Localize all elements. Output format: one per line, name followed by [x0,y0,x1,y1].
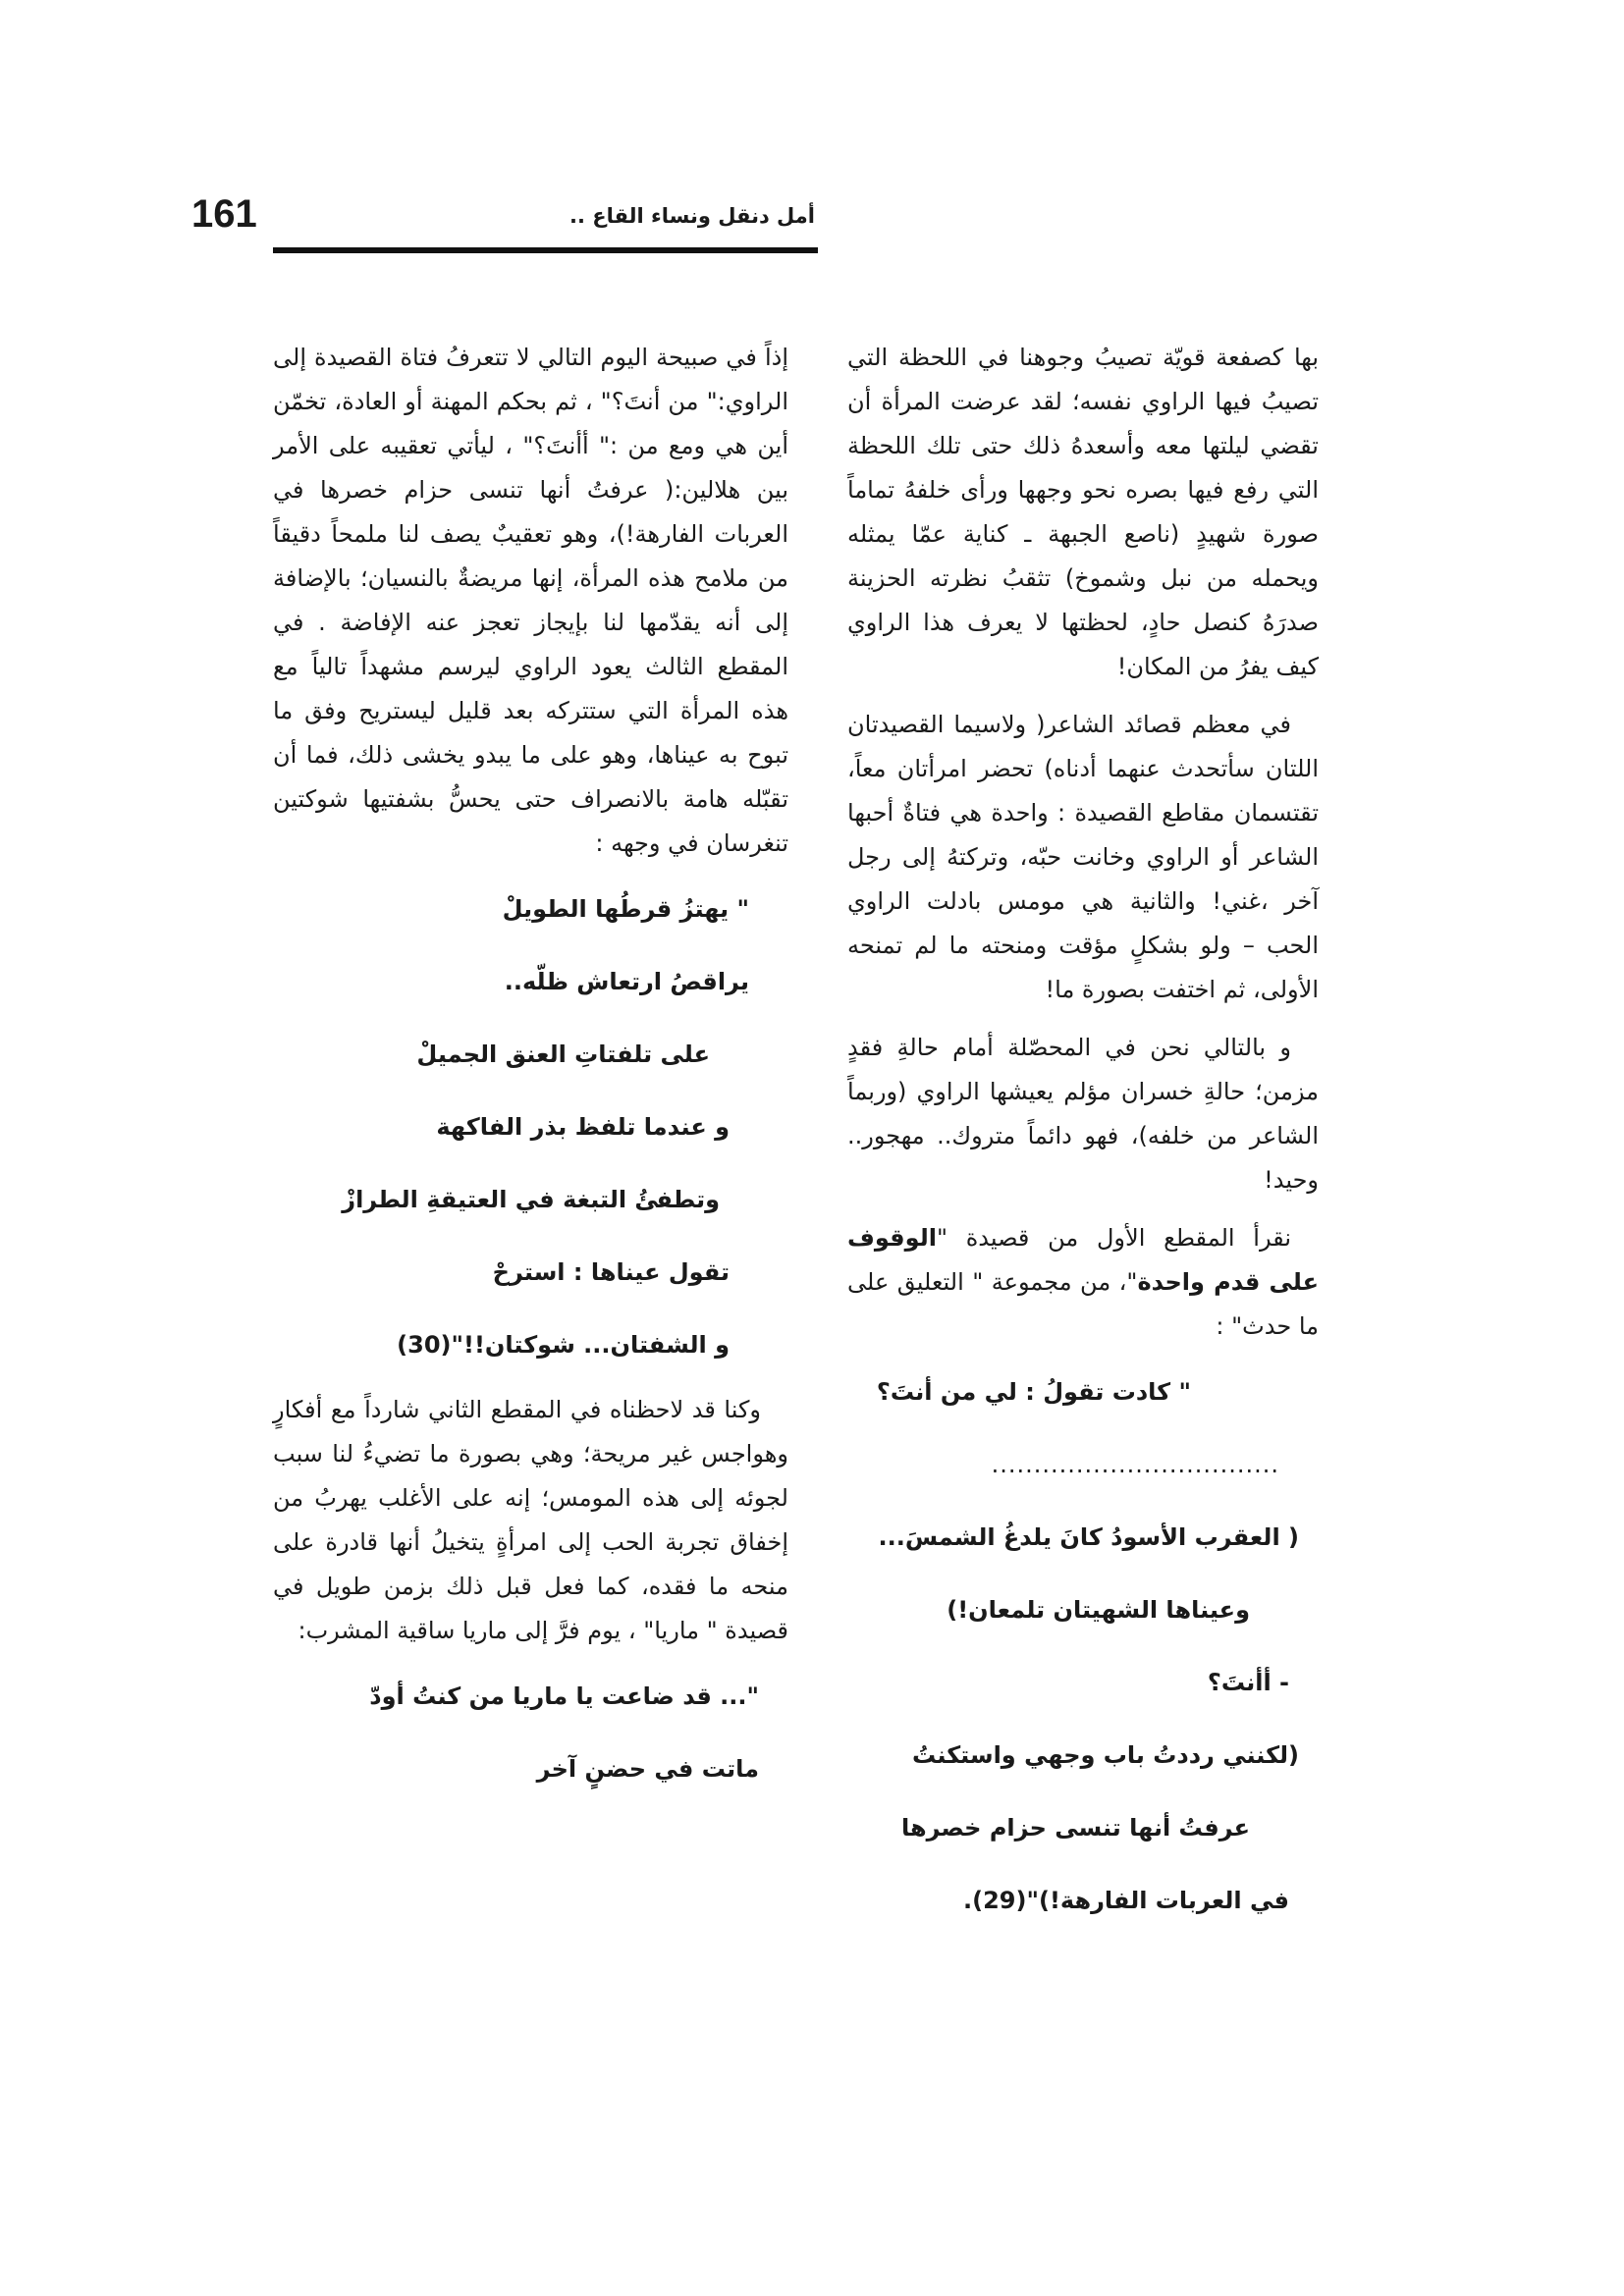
verse-line: ماتت في حضنٍ آخر [536,1755,759,1783]
page-number: 161 [191,192,257,236]
poem-title: الوقوف على قدم واحدة [847,1224,1319,1296]
verse-line: - أأنتَ؟ [1207,1669,1289,1696]
running-title: أمل دنقل ونساء القاع .. [568,204,815,228]
verse-line: " كادت تقولُ : لي من أنتَ؟ [876,1378,1191,1406]
paragraph: وكنا قد لاحظناه في المقطع الثاني شارداً مع أفكارٍ وهواجس غير مريحة؛ وهي بصورة ما تضيءُ لنا سبب لجوئه إلى هذه المومس؛ إنه على الأغلب يهربُ من إخفاق تجربة الحب إلى امرأةٍ يتخيلُ أنها قادرة على منحه ما فقده، كما فعل قبل ذلك بزمن طويل في قصيدة " ماريا" ، يوم فرَّ إلى ماريا ساقية المشرب: [273,1396,788,1644]
header-rule [273,247,818,253]
paragraph: بها كصفعة قويّة تصيبُ وجوهنا في اللحظة التي تصيبُ فيها الراوي نفسه؛ لقد عرضت المرأة أن تقضي ليلتها معه وأسعدهُ ذلك حتى تلك اللحظة التي رفع فيها بصره نحو وجهها ورأى خلفهُ تماماً صورة شهيدٍ (ناصع الجبهة ـ كناية عمّا يمثله ويحمله من نبل وشموخ) تثقبُ نظرته الحزينة صدرَهُ كنصل حادٍ، لحظتها لا يعرف هذا الراوي كيف يفرُ من المكان! [847,344,1319,680]
right-column [847,336,1319,1944]
paragraph-text: "، من مجموعة " التعليق على ما حدث" : [847,1268,1319,1340]
verse-line: يراقصُ ارتعاش ظلّه.. [504,968,749,995]
verse-line: على تلفتاتِ العنق الجميلْ [416,1041,710,1068]
verse-line: (لكنني رددتُ باب وجهي واستكنتُ [912,1741,1299,1769]
poem-excerpt [847,1362,1319,1930]
poem-excerpt [273,880,788,1374]
paragraph [847,1216,1319,1349]
verse-line: "... قد ضاعت يا ماريا من كنتُ أودّ [369,1682,759,1710]
poem-excerpt [273,1667,788,1798]
verse-line: و الشفتان... شوكتان!!"(30) [397,1331,730,1359]
verse-line: في العربات الفارهة!)"(29). [963,1887,1289,1914]
paragraph: في معظم قصائد الشاعر( ولاسيما القصيدتان اللتان سأتحدث عنهما أدناه) تحضر امرأتان معاً، تقتسمان مقاطع القصيدة : واحدة هي فتاةٌ أحبها الشاعر أو الراوي وخانت حبّه، وتركتهُ إلى رجل آخر ،غني! والثانية هي مومس بادلت الراوي الحب – ولو بشكلٍ مؤقت ومنحته ما لم تمنحه الأولى، ثم اختفت بصورة ما! [847,711,1319,1003]
paragraph-text: نقرأ المقطع الأول من قصيدة " [936,1224,1291,1252]
verse-line: و عندما تلفظ بذر الفاكهة [436,1113,730,1141]
verse-line: وعيناها الشهيتان تلمعان!) [947,1596,1250,1624]
verse-line: " يهتزُ قرطُها الطويلْ [502,895,749,923]
verse-line: عرفتُ أنها تنسى حزام خصرها [900,1814,1250,1842]
verse-line: تقول عيناها : استرحْ [492,1258,730,1286]
paragraph: و بالتالي نحن في المحصّلة أمام حالةِ فقدٍ مزمن؛ حالةِ خسران مؤلم يعيشها الراوي (وربماً الشاعر من خلفه)، فهو دائماً متروك.. مهجور.. وحيد! [847,1034,1319,1194]
ellipsis-divider: .................................. [991,1451,1279,1478]
paragraph: إذاً في صبيحة اليوم التالي لا تتعرفُ فتاة القصيدة إلى الراوي:" من أنتَ؟" ، ثم بحكم المهنة أو العادة، تخمّن أين هي ومع من :" أأنتَ؟" ، ليأتي تعقيبه على الأمر بين هلالين:( عرفتُ أنها تنسى حزام خصرها في العربات الفارهة!)، وهو تعقيبٌ يصف لنا ملمحاً دقيقاً من ملامح هذه المرأة، إنها مريضةٌ بالنسيان؛ بالإضافة إلى أنه يقدّمها لنا بإيجاز تعجز عنه الإفاضة . في المقطع الثالث يعود الراوي ليرسم مشهداً تالياً مع هذه المرأة التي ستتركه بعد قليل ليستريح وفق ما تبوح به عيناها، وهو على ما يبدو يخشى ذلك، فما أن تقبّله هامة بالانصراف حتى يحسُّ بشفتيها شوكتين تنغرسان في وجهه : [273,344,788,857]
verse-line: ( العقرب الأسودُ كانَ يلدغُ الشمسَ... [878,1523,1299,1551]
verse-line: وتطفئُ التبغة في العتيقةِ الطرازْ [342,1186,720,1213]
left-column [273,336,788,1812]
